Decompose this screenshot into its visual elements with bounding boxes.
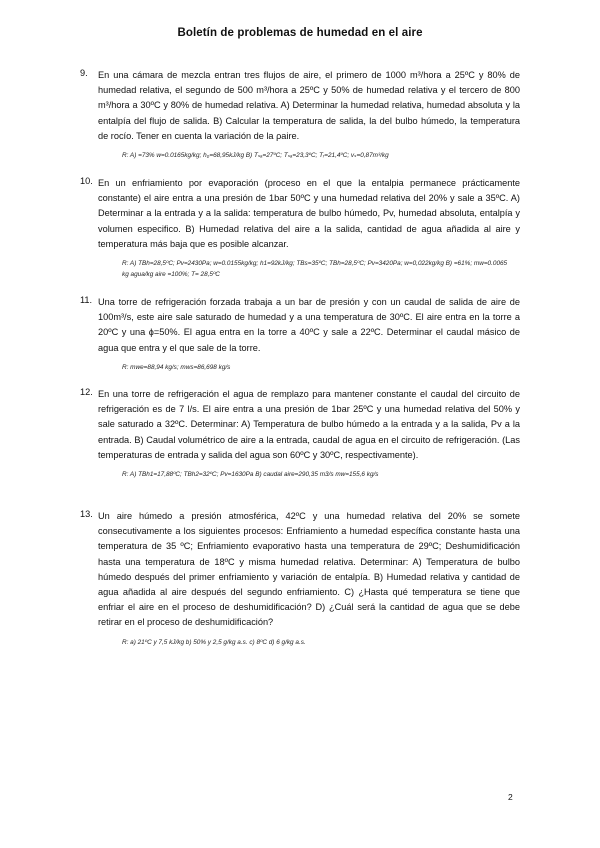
problem-text: Una torre de refrigeración forzada trabaja a un bar de presión y con un caudal de salida de aire de 100m³/s, este aire sale saturado de humedad y a una temperatura de 30ºC. El aire entra en la torre a 20ºC y una ɸ=50%. El agua entra en la torre a 40ºC y sale a 22ºC. Determinar el caudal másico de agua que entra y el que sale de la torre. bbox=[98, 297, 520, 353]
problem-number: 12. bbox=[80, 387, 93, 397]
problem-10 bbox=[80, 176, 520, 280]
problem-12 bbox=[80, 387, 520, 480]
problem-number: 10. bbox=[80, 176, 93, 186]
problem-answer: R: A) TBh1=17,88ºC; TBh2=32ºC; Pv=1630Pa B) caudal aire=290,35 m3/s mw=155,6 kg/s bbox=[122, 471, 379, 479]
problem-number: 13. bbox=[80, 509, 93, 519]
problem-11 bbox=[80, 295, 520, 373]
problem-text: En una torre de refrigeración el agua de remplazo para mantener constante el caudal del circuito de refrigeración es de 7 l/s. El aire entra a una presión de 1bar 25ºC y una humedad relativa del 50% y sale saturado a 32ºC. Determinar: A) Temperatura de bulbo húmedo a la entrada y a la salida, Pv a la entrada. B) Caudal volumétrico de aire a la entrada, caudal de agua en el circuito de refrigeración. (Las temperaturas de entrada y salida del agua son 60ºC y 30ºC, respectivamente). bbox=[98, 389, 520, 460]
problem-text: En una cámara de mezcla entran tres flujos de aire, el primero de 1000 m³/hora a 25ºC y 80% de humedad relativa, el segundo de 500 m³/hora a 25ºC y 50% de humedad relativa y el tercero de 800 m³/hora a 30ºC y 80% de humedad relativa. A) Determinar la humedad relativa, humedad absoluta y la entalpía del flujo de salida. B) Calcular la temperatura de salida, la del bulbo húmedo, la temperatura de rocío. Tener en cuenta la variación de la ρaire. bbox=[98, 70, 520, 141]
problem-text: En un enfriamiento por evaporación (proceso en el que la entalpia permanece prácticamente constante) el aire entra a una presión de 1bar 50ºC y una humedad relativa del 20% y sale a 35ºC. A) Determinar a la entrada y a la salida: temperatura de bulbo húmedo, Pv, humedad absoluta, entalpía y volumen especifico. B) Humedad relativa del aire a la salida, cantidad de agua añadida al aire y temperatura más baja que es posible alcanzar. bbox=[98, 178, 520, 249]
problem-answer: R: mwe=88,94 kg/s; mws=86,698 kg/s bbox=[122, 363, 231, 371]
problem-answer: R: A) TBh=28,5ºC; Pv=2430Pa; w=0.0155kg/kg; h1=92kJ/kg; TBs=35ºC; TBh=28,5ºC; Pv=3420Pa; w=0,022kg/kg B) =61%; mw=0.0065 kg agua/kg aire =100%; T= 28,5ºC bbox=[122, 260, 508, 279]
problem-number: 11. bbox=[80, 295, 93, 305]
problem-text: Un aire húmedo a presión atmosférica, 42ºC y una humedad relativa del 20% se somete consecutivamente a los siguientes procesos: Enfriamiento a humedad específica constante hasta una temperatura de 35 ºC; Enfriamiento evaporativo hasta una temperatura de 29ºC; Deshumidificación hasta una temperatura de 18ºC y misma humedad relativa. Determinar: A) Temperatura de bulbo húmedo después del primer enfriamiento y variación de entalpía. B) Humedad relativa y cantidad de agua añadida al aire después del segundo enfriamiento. C) ¿Hasta qué temperatura se tiene que enfriar el aire en el proceso de deshumidificación? D) ¿Cuál será la cantidad de agua que se debe retirar en el proceso de deshumidificación? bbox=[98, 511, 520, 628]
page-title: Boletín de problemas de humedad en el aire bbox=[177, 27, 423, 39]
problem-9 bbox=[80, 68, 520, 161]
page-number: 2 bbox=[508, 792, 513, 802]
problem-13 bbox=[80, 509, 520, 648]
problem-answer: R: A) =73% w=0.0165kg/kg; h₀=68,95kJ/kg B) Tₛₐ=27ºC; Tₛₐ=23,3ºC; Tᵣ=21,4ºC; vₛ=0,87m³/kg bbox=[122, 152, 389, 160]
problem-answer: R: a) 21ºC y 7,5 kJ/kg b) 50% y 2,5 g/kg a.s. c) 8ºC d) 6 g/kg a.s. bbox=[122, 638, 306, 646]
problem-number: 9. bbox=[80, 68, 88, 78]
